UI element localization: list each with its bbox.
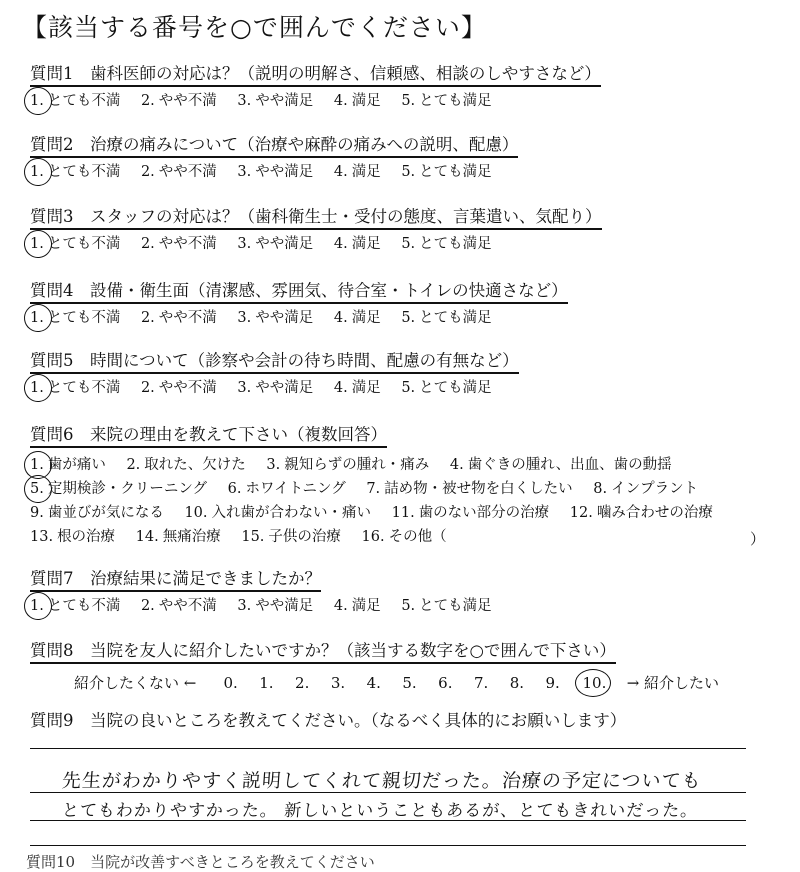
scale-number[interactable]: 5. [402, 674, 417, 692]
option[interactable]: 5. とても満足 [401, 236, 492, 252]
option[interactable]: 12. 噛み合わせの治療 [569, 505, 713, 521]
question-2-title: 質問2 治療の痛みについて（治療や麻酔の痛みへの説明、配慮） [30, 135, 518, 158]
option-circled[interactable]: 1. とても不満 [30, 164, 121, 180]
answer-line [30, 748, 746, 749]
question-5-options [30, 378, 508, 398]
option[interactable]: 4. 歯ぐきの腫れ、出血、歯の動揺 [449, 457, 672, 473]
other-close-paren: ） [750, 530, 766, 548]
question-4-options [30, 308, 508, 328]
question-6-row-4 [30, 527, 463, 547]
scale-number[interactable]: 4. [366, 674, 381, 692]
option-circled[interactable]: 1. とても不満 [30, 598, 121, 614]
scale-number[interactable]: 9. [545, 674, 560, 692]
scale-left-label: 紹介したくない ← [74, 674, 197, 692]
question-3-title: 質問3 スタッフの対応は？（歯科衛生士・受付の態度、言葉遣い、気配り） [30, 207, 602, 230]
option[interactable]: 14. 無痛治療 [135, 529, 221, 545]
recommend-scale [74, 672, 719, 693]
option[interactable]: 5. とても満足 [401, 598, 492, 614]
option-circled[interactable]: 1. とても不満 [30, 93, 121, 109]
option[interactable]: 8. インプラント [593, 481, 699, 497]
answer-line [30, 845, 746, 846]
question-6-row-2 [30, 479, 714, 499]
option[interactable]: 4. 満足 [333, 93, 381, 109]
scale-number[interactable]: 8. [509, 674, 525, 692]
option[interactable]: 2. やや不満 [140, 380, 217, 396]
handwritten-answer-line-2: とてもわかりやすかった。 新しいということもあるが、とてもきれいだった。 [61, 801, 699, 821]
option-circled[interactable]: 1. 歯が痛い [30, 457, 106, 473]
option[interactable]: 7. 詰め物・被せ物を白くしたい [366, 481, 573, 497]
scale-number[interactable]: 2. [295, 674, 310, 692]
question-6-row-1 [30, 455, 688, 475]
option[interactable]: 4. 満足 [333, 164, 381, 180]
option-circled[interactable]: 5. 定期検診・クリーニング [30, 481, 208, 497]
answer-line [30, 820, 746, 821]
question-1-options [30, 91, 508, 111]
question-5-title: 質問5 時間について（診察や会計の待ち時間、配慮の有無など） [30, 351, 519, 374]
option[interactable]: 15. 子供の治療 [241, 529, 341, 545]
option-circled[interactable]: 1. とても不満 [30, 236, 121, 252]
question-7-title: 質問7 治療結果に満足できましたか？ [30, 569, 321, 592]
option-circled[interactable]: 1. とても不満 [30, 380, 121, 396]
option[interactable]: 5. とても満足 [401, 310, 492, 326]
option[interactable]: 5. とても満足 [401, 380, 492, 396]
option[interactable]: 4. 満足 [333, 236, 381, 252]
option[interactable]: 2. 取れた、欠けた [126, 457, 246, 473]
scale-number[interactable]: 1. [259, 674, 274, 692]
option[interactable]: 3. やや満足 [237, 598, 314, 614]
scale-number[interactable]: 7. [473, 674, 489, 692]
option[interactable]: 13. 根の治療 [30, 529, 116, 545]
answer-line [30, 792, 746, 793]
option[interactable]: 3. やや満足 [237, 164, 314, 180]
option[interactable]: 6. ホワイトニング [227, 481, 346, 497]
option[interactable]: 3. 親知らずの腫れ・痛み [266, 457, 430, 473]
option[interactable]: 2. やや不満 [140, 310, 217, 326]
option[interactable]: 2. やや不満 [140, 164, 217, 180]
question-1-title: 質問1 歯科医師の対応は？（説明の明解さ、信頼感、相談のしやすさなど） [30, 64, 601, 87]
option[interactable]: 4. 満足 [333, 598, 381, 614]
option[interactable]: 3. やや満足 [237, 380, 314, 396]
option[interactable]: 2. やや不満 [140, 236, 217, 252]
handwritten-answer-line-1: 先生がわかりやすく説明してくれて親切だった。治療の予定についても [61, 770, 703, 792]
question-6-title: 質問6 来院の理由を教えて下さい（複数回答） [30, 425, 387, 448]
scale-number[interactable]: 6. [438, 674, 453, 692]
option[interactable]: 5. とても満足 [401, 93, 492, 109]
option[interactable]: 4. 満足 [333, 380, 381, 396]
question-10-cut-off: 質問10 当院が改善すべきところを教えてください [26, 853, 375, 871]
option-circled[interactable]: 1. とても不満 [30, 310, 121, 326]
option[interactable]: 4. 満足 [333, 310, 381, 326]
scale-right-label: → 紹介したい [626, 674, 720, 692]
form-header: 【該当する番号を○で囲んでください】 [22, 13, 487, 42]
question-4-title: 質問4 設備・衛生面（清潔感、雰囲気、待合室・トイレの快適さなど） [30, 281, 568, 304]
option[interactable]: 3. やや満足 [237, 236, 314, 252]
option[interactable]: 2. やや不満 [140, 598, 217, 614]
scale-number[interactable]: 3. [330, 674, 346, 692]
question-7-options [30, 596, 508, 616]
option[interactable]: 16. その他（ [361, 529, 447, 545]
scale-number[interactable]: 0. [223, 674, 238, 692]
question-3-options [30, 234, 508, 254]
option[interactable]: 9. 歯並びが気になる [30, 505, 164, 521]
option[interactable]: 11. 歯のない部分の治療 [391, 505, 550, 521]
scale-number-circled[interactable]: 10. [579, 674, 610, 692]
option[interactable]: 5. とても満足 [401, 164, 492, 180]
question-2-options [30, 162, 508, 182]
question-8-title: 質問8 当院を友人に紹介したいですか？（該当する数字を○で囲んで下さい） [30, 641, 616, 664]
option[interactable]: 2. やや不満 [140, 93, 217, 109]
option[interactable]: 10. 入れ歯が合わない・痛い [184, 505, 372, 521]
question-9-title: 質問9 当院の良いところを教えてください。（なるべく具体的にお願いします） [30, 711, 627, 730]
option[interactable]: 3. やや満足 [237, 310, 314, 326]
question-6-row-3 [30, 503, 729, 523]
option[interactable]: 3. やや満足 [237, 93, 314, 109]
